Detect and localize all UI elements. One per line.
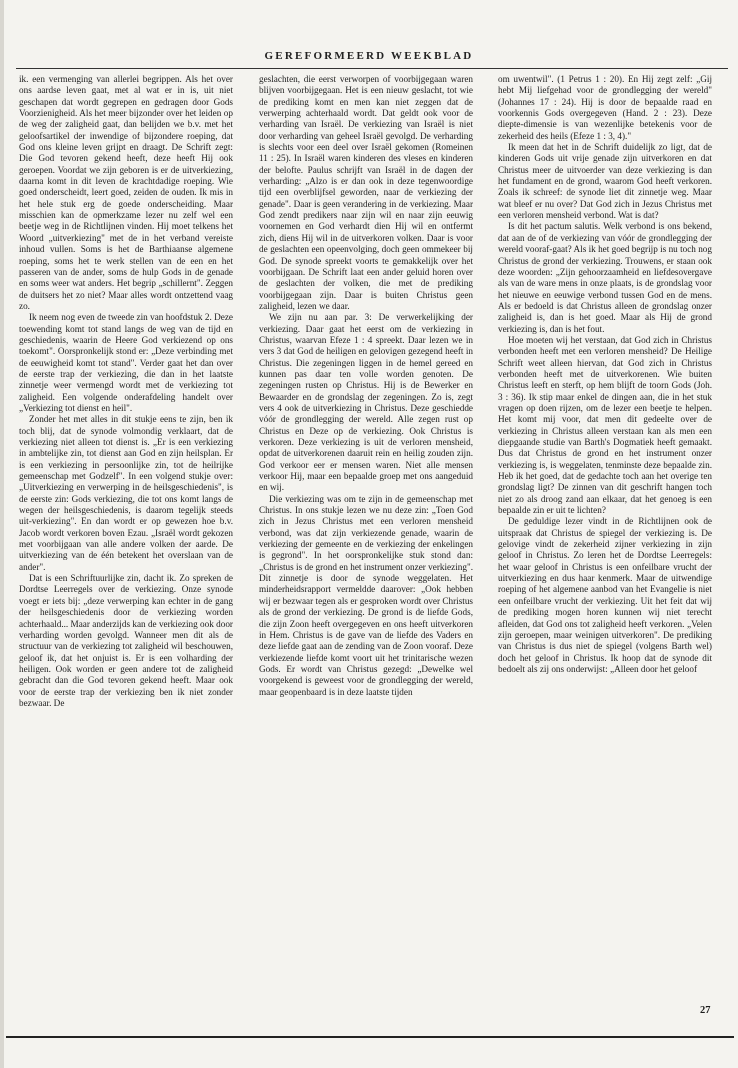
paragraph: Die verkiezing was om te zijn in de gemeenschap met Christus. In ons stukje lezen we nu deze zin: „Toen God zich in Jezus Christus met een verloren mensheid verbond, was dat zijn verkiezende genade, waarin de verkiezing der gemeente en de verkiezing der enkelingen is gegrond". In het oorspronkelijke stuk stond dan: „Christus is de grond en het instrument onzer verkiezing". Dit zinnetje is door de synode weggelaten. Het minderheidsrapport vermeldde daarover: „Ook hebben wij er bezwaar tegen als er gesproken wordt over Christus als de grond der verkiezing. De grond is de liefde Gods, die zijn Zoon heeft overgegeven en ons heeft uitverkoren in Hem. Christus is de gave van de liefde des Vaders en deze liefde gaat aan de zending van de Zoon vooraf. Deze verkiezende liefde komt voort uit het trinitarische wezen Gods. Er wordt van Christus gezegd: „Dewelke wel voorgekend is geweest voor de grondlegging der wereld, maar geopenbaard is in deze laatste tijden [259,493,473,697]
paragraph: Is dit het pactum salutis. Welk verbond is ons bekend, dat aan de of de verkiezing van vóór de grondlegging der wereld vooraf-gaat? Als ik het goed begrijp is nu toch nog Christus de grond der verkiezing. Trouwens, er staan ook deze woorden: „Zijn gehoorzaamheid en liefdesovergave als van de ware mens in onze plaats, is de grondslag voor het nieuwe en eeuwige verbond tussen God en de mens. Als er bedoeld is dat Christus alleen de grondslag onzer zaligheid is, dan is het goed. Maar als Hij de grond verkiezing is, dan is het fout. [498,221,712,334]
paragraph: Ik neem nog even de tweede zin van hoofdstuk 2. Deze toewending komt tot stand langs de weg van de tijd en geschiedenis, waarin de Heere God verkiezend op ons toekomt". Oorspronkelijk stond er: „Deze verbinding met de eeuwigheid komt tot stand". Verder gaat het dan over de eerste trap der verkiezing, die dan in het laatste zinnetje weer vermengd wordt met de verkiezing tot zaligheid. Een volgende onderafdeling handelt over „Verkiezing tot dienst en heil". [19,312,233,413]
paragraph: ik. een vermenging van allerlei begrippen. Als het over ons aardse leven gaat, met al wat er in is, uit niet geschapen dat wordt gegrepen en gedragen door Gods Voorzienigheid. Als het meer bijzonder over het leiden op de weg der zaligheid gaat, dan belijden we b.v. met het geloofsartikel der inwendige of bijzondere roeping, dat God ons kleine leven grijpt en draagt. De Schrift zegt: Die God tevoren gekend heeft, deze heeft Hij ook geroepen. Voordat we zijn geboren is er de uitverkiezing, daarna komt in dit leven de krachtdadige roeping. Wie goed onderscheidt, leert goed, zeiden de ouden. Ik mis in het hele stuk erg de goede onderscheiding. Maar misschien kan de opmerkzame lezer nu zelf wel een beetje weg in de Richtlijnen vinden. Hij moet telkens het Woord „uitverkiezing" met de in het verband vereiste inhoud vullen. Soms is het de Barthiaanse algemene roeping, soms het te werk stellen van de een en het passeren van de ander, soms de hulp Gods in de genade en soms weer wat anders. Het begrip „schillernt". Zeggen de duitsers het zo niet? Maar alles wordt ontzettend vaag zo. [19,74,233,311]
footer-rule [6,1036,734,1038]
paragraph: geslachten, die eerst verworpen of voorbijgegaan waren blijven voorbijgegaan. Het is een nieuw geslacht, tot wie de prediking komt en men kan niet zeggen dat de verwerping achterhaald wordt. Dat geldt ook voor de verharding van Israël. De verkiezing van Israël is niet door verharding van geheel Israël gevolgd. De verharding is slechts voor een deel over Israël gekomen (Romeinen 11 : 25). In Israël waren kinderen des vleses en kinderen der belofte. Paulus schrijft van Israël in de dagen der verharding: „Alzo is er dan ook in deze tegenwoordige tijd een overblijfsel geworden, naar de verkiezing der genade". Daar is geen verandering in de verkiezing. Maar God zendt predikers naar zijn wil en naar zijn eeuwig voornemen en God verhardt dien Hij wil en ontfermt zich, diens Hij wil in de uitverkoren volken. Daar is voor de geslachten een opeenvolging, doch geen ommekeer bij God. De synode spreekt voorts te gemakkelijk over het voorbijgaan. De Schrift laat een ander geluid horen over de geslachten der volken, die met de prediking voorbijgegaan zijn. Daar is buiten Christus geen zaligheid, lezen we daar. [259,74,473,311]
paragraph: Dat is een Schriftuurlijke zin, dacht ik. Zo spreken de Dordtse Leerregels over de verkiezing. Onze synode voegt er iets bij: „deze verwerping kan echter in de gang der heilsgeschiedenis door de verkiezing worden achterhaald... Maar anderzijds kan de verkiezing ook door verharding worden gevolgd. Wanneer men dit als de structuur van de verkiezing tot zaligheid wil beschouwen, geloof ik, dat het onjuist is. Er is een volharding der heiligen. Ook worden er geen andere tot de zaligheid gebracht dan die God tevoren gekend heeft. Maar ook voor de eerste trap der verkiezing ben ik niet zonder bezwaar. De [19,573,233,708]
paragraph: De geduldige lezer vindt in de Richtlijnen ook de uitspraak dat Christus de spiegel der verkiezing is. De gelovige vindt de zekerheid zijner verkiezing in zijn geloof in Christus. Zo leren het de Dordtse Leerregels: het waar geloof in Christus is een onfeilbare vrucht der uitverkiezing en dus haar kenmerk. Maar de uitwendige roeping of het algemene aanbod van het Evangelie is niet een onfeilbare vrucht der verkiezing. Uit het feit dat wij de prediking mogen horen kunnen wij niet terecht afleiden, dat God ons tot zaligheid heeft verkoren. „Velen zijn geroepen, maar weinigen uitverkoren". De prediking van Christus is dus niet de spiegel (volgens Barth wel) doch het geloof in Christus. Ik hoop dat de synode dit bedoelt als zij ons onderwijst: „Alleen door het geloof [498,516,712,674]
header-rule [16,68,728,69]
text-column-3 [498,74,712,1014]
text-column-2 [259,74,473,1014]
paragraph: Hoe moeten wij het verstaan, dat God zich in Christus verbonden heeft met een verloren mensheid? De Heilige Schrift weet alleen hiervan, dat God zich in Christus verbonden heeft met de uitverkorenen. Wie buiten Christus leeft en sterft, op hem blijft de toorn Gods (Joh. 3 : 36). Ik stip maar enkel de dingen aan, die in het stuk vragen op doen rijzen, om de lezer een beetje te helpen. Het komt mij voor, dat men dit gedeelte over de verkiezing in Christus alleen verstaan kan als men een diepgaande studie van Barth's Dogmatiek heeft gemaakt. Dus dat Christus de grond en het instrument onzer verkiezing is, is weggelaten, tenminste deze bepaalde zin. Heb ik het goed, dat de gedachte toch aan het overige ten grondslag ligt? De zinnen van dit geschrift hangen toch niet zo als droog zand aan elkaar, dat het genoeg is een bepaalde zin er uit te lichten? [498,334,712,516]
paragraph: Zonder het met alles in dit stukje eens te zijn, ben ik toch blij, dat de synode volmondig verklaart, dat de verkiezing niet alleen tot dienst is. „Er is een verkiezing in ambtelijke zin, tot dienst aan God en zijn heilsplan. Er is een verkiezing in persoonlijke zin, tot de heilrijke gemeenschap met Godzelf". In een volgend stukje over: „Uitverkiezing en verwerping in de heilsgeschiedenis", is de eerste zin: Gods verkiezing, die tot ons komt langs de wegen der heilsgeschiedenis, is daarom tegelijk steeds uit-verkiezing". En dan wordt er op gewezen hoe b.v. Jacob wordt verkoren boven Ezau. „Israël wordt gekozen met voorbijgaan van alle andere volken der aarde. De uitverkiezing van de één betekent het overslaan van de ander". [19,414,233,572]
page-number: 27 [700,1005,711,1016]
page-header-title: GEREFORMEERD WEEKBLAD [264,50,474,62]
paragraph: Ik meen dat het in de Schrift duidelijk zo ligt, dat de kinderen Gods uit vrije genade zijn uitverkoren en dat Christus meer de uitvoerder van deze verkiezing is dan het fundament en de grond, waarom God heeft verkoren. Zoals ik schreef: de synode liet dit zinnetje weg. Maar wat bleef er nu over? Dat God zich in Jezus Christus met een verloren mensheid verbond. Wat is dat? [498,142,712,221]
paragraph: We zijn nu aan par. 3: De verwerkelijking der verkiezing. Daar gaat het eerst om de verkiezing in Christus, waarvan Efeze 1 : 4 spreekt. Daar lezen we in vers 3 dat God de heiligen en gelovigen gezegend heeft in Christus. Die zegeningen liggen in de hemel gereed en kunnen pas daar ten volle worden genoten. De zegeningen rusten op Christus. Hij is de Bewerker en Bewaarder en de grondslag der zegeningen. Zo is, zegt vers 4 ook de uitverkiezing in Christus. Deze geschiedde vóór de grondlegging der wereld. Alle zegen rust op Christus en Deze op de verkiezing. Ook Christus is verkoren. Deze verkiezing is uit de verloren mensheid, opdat de uitverkorenen daaruit rein en heilig zouden zijn. God verkoor eer er mensen waren. Niet alle mensen verkoor Hij, maar een bepaalde groep met ons aangeduid en wij. [259,312,473,493]
scan-edge [0,0,4,1068]
text-column-1 [19,74,233,1014]
paragraph: om uwentwil". (1 Petrus 1 : 20). En Hij zegt zelf: „Gij hebt Mij liefgehad voor de grondlegging der wereld" (Johannes 17 : 24). Hij is door de bepaalde raad en voorkennis Gods overgegeven (Hand. 2 : 23). Deze diepte-dimensie is van wezenlijke betekenis voor de zekerheid des heils (Efeze 1 : 3, 4)." [498,74,712,141]
